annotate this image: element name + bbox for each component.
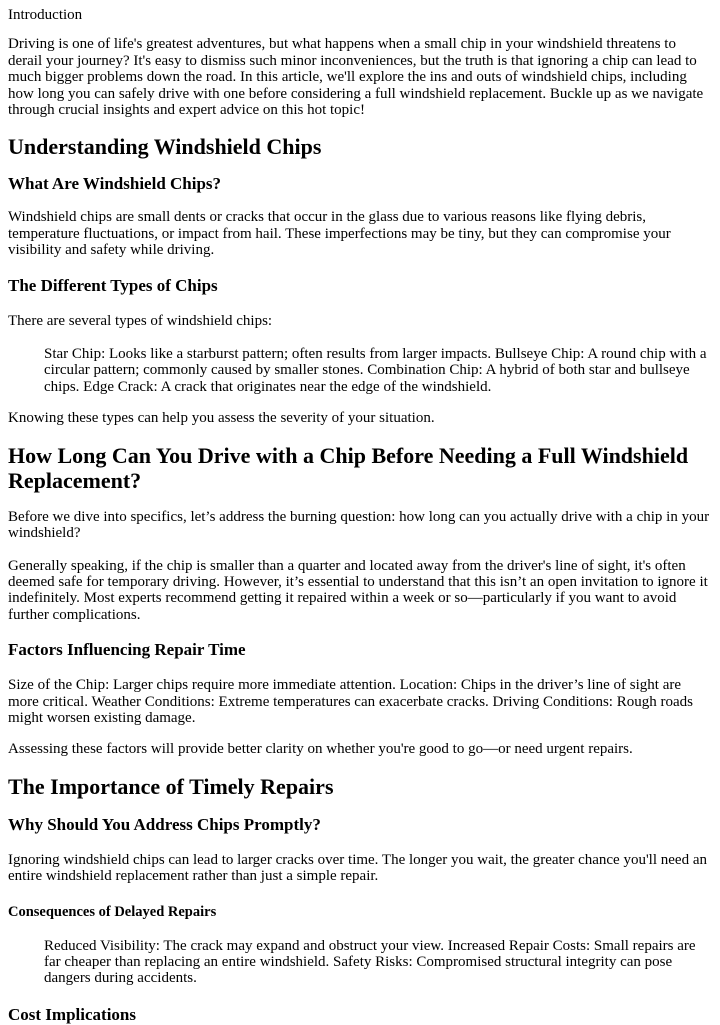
section-heading-how-long: How Long Can You Drive with a Chip Before Needing a Full Windshield Replacement? xyxy=(8,442,689,493)
subheading-what-are-chips: What Are Windshield Chips? xyxy=(8,174,222,194)
section-heading-importance: The Importance of Timely Repairs xyxy=(8,773,334,799)
paragraph-factors: Size of the Chip: Larger chips require more immediate attention. Location: Chips in the driver’s line of sight are more critical. Weather Conditions: Extreme temperatures can exacerbate cracks. Driving Conditions: Rough roads might worsen existing damage. xyxy=(8,677,693,726)
subheading-why-address: Why Should You Address Chips Promptly? xyxy=(8,814,321,834)
paragraph-generally-speaking: Generally speaking, if the chip is smaller than a quarter and located away from the driver's line of sight, it's often deemed safe for temporary driving. However, it’s essential to understand that this isn’t an open invitation to ignore it indefinitely. Most experts recommend getting it repaired within a week or so—particularly if you want to avoid further complications. xyxy=(8,557,708,623)
paragraph-types-outro: Knowing these types can help you assess the severity of your situation. xyxy=(8,410,435,427)
list-chip-types: Star Chip: Looks like a starburst pattern; often results from larger impacts. Bullseye Chip: A round chip with a circular pattern; commonly caused by smaller stones. Combination Chip: A hybrid of both star and bullseye chips. Edge Crack: A crack that originates near the edge of the windshield. xyxy=(44,346,707,395)
paragraph-before-specifics: Before we dive into specifics, let’s address the burning question: how long can you actually drive with a chip in your windshield? xyxy=(8,508,710,542)
subheading-types-of-chips: The Different Types of Chips xyxy=(8,275,218,295)
paragraph-assessing: Assessing these factors will provide better clarity on whether you're good to go—or need urgent repairs. xyxy=(8,741,633,758)
paragraph-types-intro: There are several types of windshield chips: xyxy=(8,312,273,329)
subheading-consequences: Consequences of Delayed Repairs xyxy=(8,903,217,920)
paragraph-why-address: Ignoring windshield chips can lead to larger cracks over time. The longer you wait, the greater chance you'll need an entire windshield replacement rather than just a simple repair. xyxy=(8,851,707,885)
paragraph-what-are-chips: Windshield chips are small dents or cracks that occur in the glass due to various reasons like flying debris, temperature fluctuations, or impact from hail. These imperfections may be tiny, but they can compromise your visibility and safety while driving. xyxy=(8,209,671,259)
subheading-factors: Factors Influencing Repair Time xyxy=(8,640,246,660)
section-heading-understanding: Understanding Windshield Chips xyxy=(8,134,322,160)
list-consequences: Reduced Visibility: The crack may expand and obstruct your view. Increased Repair Costs: Small repairs are far cheaper than replacing an entire windshield. Safety Risks: Compromised structural integrity can pose dangers during accidents. xyxy=(44,937,696,987)
subheading-cost-implications: Cost Implications xyxy=(8,1004,136,1024)
intro-label: Introduction xyxy=(8,7,83,23)
intro-paragraph: Driving is one of life's greatest adventures, but what happens when a small chip in your windshield threatens to derail your journey? It's easy to dismiss such minor inconveniences, but the truth is that ignoring a chip can lead to much bigger problems down the road. In this article, we'll explore the ins and outs of windshield chips, including how long you can safely drive with one before considering a full windshield replacement. Buckle up as we navigate through crucial insights and expert advice on this hot topic! xyxy=(8,36,704,119)
